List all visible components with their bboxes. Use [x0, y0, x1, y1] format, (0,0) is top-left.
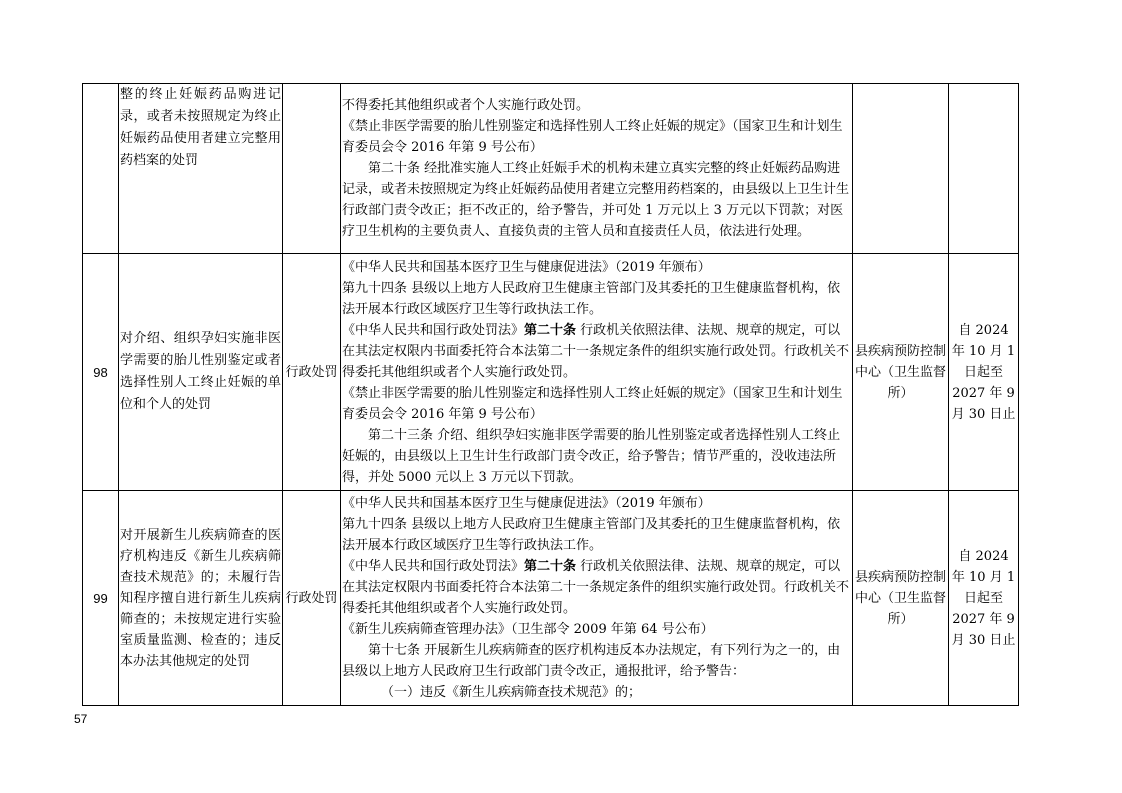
basis-paragraph: 第九十四条 县级以上地方人民政府卫生健康主管部门及其委托的卫生健康监督机构，依法开展本行政区域医疗卫生等行政执法工作。: [342, 280, 841, 317]
basis-paragraph: 《禁止非医学需要的胎儿性别鉴定和选择性别人工终止妊娠的规定》（国家卫生和计划生育委员会令 2016 年第 9 号公布）: [342, 385, 843, 422]
implementing-org: [853, 84, 949, 254]
basis-paragraph: 第九十四条 县级以上地方人民政府卫生健康主管部门及其委托的卫生健康监督机构，依法开展本行政区域医疗卫生等行政执法工作。: [342, 517, 841, 553]
implementing-org: 县疾病预防控制中心（卫生监督所）: [853, 491, 949, 706]
basis-paragraph: 《新生儿疾病筛查管理办法》（卫生部令 2009 年第 64 号公布）: [342, 622, 714, 637]
basis-paragraph: [342, 556, 851, 619]
basis-paragraph: 第二十条 经批准实施人工终止妊娠手术的机构未建立真实完整的终止妊娠药品购进记录，或者未按照规定为终止妊娠药品使用者建立完整用药档案的，由县级以上卫生计生行政部门责令改正；拒不改正的，给予警告，并可处 1 万元以上 3 万元以下罚款；对医疗卫生机构的主要负责人、直接负责的主管人员和直接责任人员，依法进行处理。: [342, 161, 850, 239]
implementing-org: 县疾病预防控制中心（卫生监督所）: [853, 254, 949, 491]
enforcement-table: [82, 83, 1019, 706]
basis-paragraph: 《禁止非医学需要的胎儿性别鉴定和选择性别人工终止妊娠的规定》（国家卫生和计划生育委员会令 2016 年第 9 号公布）: [342, 119, 843, 155]
basis-paragraph: [342, 320, 851, 383]
basis-paragraph: 第十七条 开展新生儿疾病筛查的医疗机构违反本办法规定，有下列行为之一的，由县级以上地方人民政府卫生行政部门责令改正，通报批评，给予警告：: [342, 643, 841, 679]
table-row: [83, 254, 1019, 491]
basis-paragraph: 不得委托其他组织或者个人实施行政处罚。: [342, 98, 590, 113]
basis-paragraph: 第二十三条 介绍、组织孕妇实施非医学需要的胎儿性别鉴定或者选择性别人工终止妊娠的，由县级以上卫生计生行政部门责令改正，给予警告；情节严重的，没收违法所得，并处 5000 元以上 3 万元以下罚款。: [342, 427, 841, 485]
article-number: 第二十条: [524, 559, 577, 574]
legal-basis: [341, 254, 853, 491]
table-row: [83, 84, 1019, 254]
table-row: [83, 491, 1019, 706]
article-number: 第二十条: [524, 322, 577, 338]
legal-basis: [341, 84, 853, 254]
law-title: 《中华人民共和国行政处罚法》: [342, 322, 525, 338]
legal-basis: [341, 491, 853, 706]
basis-paragraph: 《中华人民共和国基本医疗卫生与健康促进法》（2019 年颁布）: [342, 496, 711, 511]
validity-period: 自 2024 年 10 月 1 日起至 2027 年 9 月 30 日止: [949, 491, 1019, 706]
article-text: 行政机关依照法律、法规、规章的规定，可以在其法定权限内书面委托符合本法第二十一条规定条件的组织实施行政处罚。行政机关不得委托其他组织或者个人实施行政处罚。: [342, 322, 850, 380]
item-category: 行政处罚: [283, 491, 341, 706]
validity-period: [949, 84, 1019, 254]
article-text: 行政机关依照法律、法规、规章的规定，可以在其法定权限内书面委托符合本法第二十一条规定条件的组织实施行政处罚。行政机关不得委托其他组织或者个人实施行政处罚。: [342, 559, 850, 616]
basis-paragraph: （一）违反《新生儿疾病筛查技术规范》的；: [381, 685, 642, 700]
row-number: 99: [83, 491, 119, 706]
row-number: 98: [83, 254, 119, 491]
item-name: 整的终止妊娠药品购进记录，或者未按照规定为终止妊娠药品使用者建立完整用药档案的处罚: [119, 84, 283, 254]
validity-period: 自 2024 年 10 月 1 日起至 2027 年 9 月 30 日止: [949, 254, 1019, 491]
row-number: [83, 84, 119, 254]
item-name: 对介绍、组织孕妇实施非医学需要的胎儿性别鉴定或者选择性别人工终止妊娠的单位和个人的处罚: [119, 254, 283, 491]
law-title: 《中华人民共和国行政处罚法》: [342, 559, 525, 574]
item-name: 对开展新生儿疾病筛查的医疗机构违反《新生儿疾病筛查技术规范》的；未履行告知程序擅自进行新生儿疾病筛查的；未按规定进行实验室质量监测、检查的；违反本办法其他规定的处罚: [119, 491, 283, 706]
item-category: [283, 84, 341, 254]
basis-paragraph: 《中华人民共和国基本医疗卫生与健康促进法》（2019 年颁布）: [342, 259, 711, 275]
item-category: 行政处罚: [283, 254, 341, 491]
page-number: 57: [74, 712, 88, 726]
